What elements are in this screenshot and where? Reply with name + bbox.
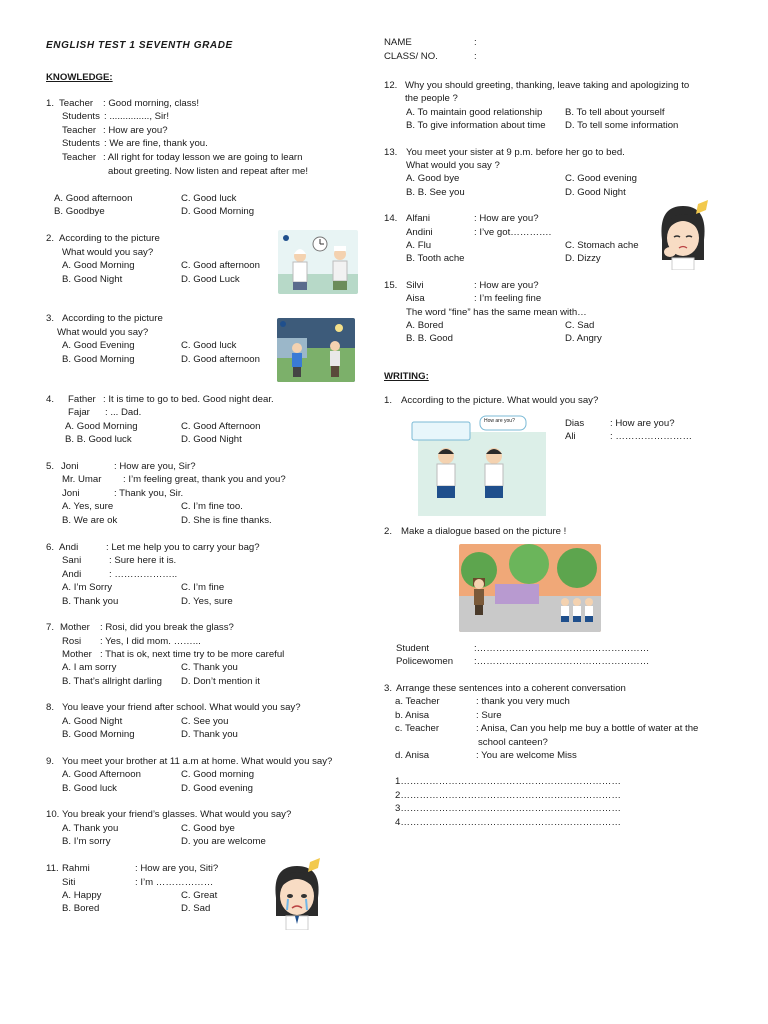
evening-street-picture (277, 318, 355, 382)
q7-line: : Yes, I did mom. ……... (100, 636, 201, 647)
w3-line: : Anisa, Can you help me buy a bottle of water at the (476, 723, 699, 734)
q10-number: 10. (46, 809, 60, 820)
q15-option-a[interactable]: A. Bored (406, 320, 444, 331)
q10-option-d[interactable]: D. you are welcome (181, 836, 266, 847)
q13-stem: You meet your sister at 9 p.m. before her go to bed. (406, 147, 625, 158)
q15-sub: The word “fine” has the same mean with… (406, 307, 587, 318)
crying-girl-picture (262, 858, 332, 930)
q11-line: : How are you, Siti? (135, 863, 219, 874)
q8-option-d[interactable]: D. Thank you (181, 729, 238, 740)
q11-option-c[interactable]: C. Great (181, 890, 218, 901)
q1-line: : We are fine, thank you. (104, 138, 208, 149)
q13-option-a[interactable]: A. Good bye (406, 173, 460, 184)
q11-speaker: Rahmi (62, 863, 90, 874)
q6-option-d[interactable]: D. Yes, sure (181, 596, 233, 607)
q4-line: : It is time to go to bed. Good night dear. (103, 394, 274, 405)
q1-number: 1. (46, 98, 55, 109)
q11-option-d[interactable]: D. Sad (181, 903, 211, 914)
q5-speaker: Joni (61, 461, 79, 472)
q15-line: : How are you? (474, 280, 539, 291)
q1-speaker: Teacher (59, 98, 94, 109)
q6-line: : Sure here it is. (109, 555, 177, 566)
w2-speaker: Policewomen (396, 656, 454, 667)
q14-option-d[interactable]: D. Dizzy (565, 253, 601, 264)
q6-speaker: Sani (62, 555, 82, 566)
q6-speaker: Andi (59, 542, 79, 553)
q5-speaker: Joni (62, 488, 80, 499)
class-colon: : (474, 51, 477, 62)
w1-line: : How are you? (610, 418, 675, 429)
q9-option-c[interactable]: C. Good morning (181, 769, 255, 780)
name-label: NAME (384, 37, 412, 48)
q5-option-d[interactable]: D. She is fine thanks. (181, 515, 272, 526)
two-students-picture (408, 414, 553, 516)
q4-option-a[interactable]: A. Good Morning (65, 421, 138, 432)
w3-answer-line[interactable]: 1…………………………………………………………… (395, 776, 621, 787)
w1-speaker: Dias (565, 418, 585, 429)
q1-speaker: Students (62, 138, 100, 149)
q7-option-c[interactable]: C. Thank you (181, 662, 238, 673)
q1-line: : Good morning, class! (103, 98, 199, 109)
q9-option-a[interactable]: A. Good Afternoon (62, 769, 141, 780)
w2-answer-line[interactable]: :……………………………………………… (474, 656, 650, 667)
policewoman-street-picture (459, 544, 601, 632)
q5-option-a[interactable]: A. Yes, sure (62, 501, 114, 512)
q15-speaker: Silvi (406, 280, 424, 291)
q7-option-a[interactable]: A. I am sorry (62, 662, 117, 673)
morning-classroom-picture (278, 230, 358, 294)
q6-line: : Let me help you to carry your bag? (106, 542, 260, 553)
q7-speaker: Rosi (62, 636, 82, 647)
q11-line: : I’m ……………… (135, 877, 214, 888)
w2-answer-line[interactable]: :……………………………………………… (474, 643, 650, 654)
q4-speaker: Father (68, 394, 96, 405)
writing-heading: WRITING: (384, 371, 429, 382)
q15-option-c[interactable]: C. Sad (565, 320, 595, 331)
q14-line: : How are you? (474, 213, 539, 224)
q1-speaker: Students (62, 111, 100, 122)
w1-speaker: Ali (565, 431, 576, 442)
w2-number: 2. (384, 526, 393, 537)
q4-number: 4. (46, 394, 55, 405)
w3-line: : thank you very much (476, 696, 570, 707)
q1-line-cont: about greeting. Now listen and repeat after me! (108, 166, 308, 177)
w3-speaker: c. Teacher (395, 723, 440, 734)
q10-stem: You break your friend’s glasses. What would you say? (62, 809, 292, 820)
q15-option-b[interactable]: B. B. Good (406, 333, 453, 344)
q9-option-d[interactable]: D. Good evening (181, 783, 253, 794)
page-title: ENGLISH TEST 1 SEVENTH GRADE (46, 40, 233, 51)
q3-option-c[interactable]: C. Good luck (181, 340, 237, 351)
q5-speaker: Mr. Umar (62, 474, 102, 485)
q6-number: 6. (46, 542, 55, 553)
q11-option-a[interactable]: A. Happy (62, 890, 102, 901)
q12-option-a[interactable]: A. To maintain good relationship (406, 107, 543, 118)
q6-option-b[interactable]: B. Thank you (62, 596, 119, 607)
q9-stem: You meet your brother at 11 a.m at home. What would you say? (62, 756, 333, 767)
q9-option-b[interactable]: B. Good luck (62, 783, 117, 794)
q15-line: : I’m feeling fine (474, 293, 542, 304)
sick-girl-picture (652, 200, 714, 270)
q13-number: 13. (384, 147, 398, 158)
q14-number: 14. (384, 213, 398, 224)
name-colon: : (474, 37, 477, 48)
q7-option-b[interactable]: B. That’s allright darling (62, 676, 162, 687)
q5-option-c[interactable]: C. I’m fine too. (181, 501, 243, 512)
q13-option-c[interactable]: C. Good evening (565, 173, 637, 184)
q8-number: 8. (46, 702, 55, 713)
q15-speaker: Aisa (406, 293, 425, 304)
q15-option-d[interactable]: D. Angry (565, 333, 602, 344)
q3-option-a[interactable]: A. Good Evening (62, 340, 135, 351)
q4-option-d[interactable]: D. Good Night (181, 434, 242, 445)
q2-option-d[interactable]: D. Good Luck (181, 274, 240, 285)
q1-option-d[interactable]: D. Good Morning (181, 206, 255, 217)
q12-option-b[interactable]: B. To tell about yourself (565, 107, 665, 118)
q14-speaker: Andini (406, 227, 433, 238)
q13-option-d[interactable]: D. Good Night (565, 187, 626, 198)
q6-option-a[interactable]: A. I’m Sorry (62, 582, 113, 593)
q14-option-b[interactable]: B. Tooth ache (406, 253, 465, 264)
q13-option-b[interactable]: B. B. See you (406, 187, 465, 198)
w3-speaker: a. Teacher (395, 696, 440, 707)
q1-line: : ..............., Sir! (104, 111, 170, 122)
q3-option-d[interactable]: D. Good afternoon (181, 354, 260, 365)
q3-option-b[interactable]: B. Good Morning (62, 354, 135, 365)
q14-option-c[interactable]: C. Stomach ache (565, 240, 639, 251)
q10-option-b[interactable]: B. I’m sorry (62, 836, 111, 847)
w3-answer-line[interactable]: 3…………………………………………………………… (395, 803, 621, 814)
q4-option-b[interactable]: B. B. Good luck (65, 434, 132, 445)
class-label: CLASS/ NO. (384, 51, 438, 62)
q1-line: : How are you? (103, 125, 168, 136)
q4-speaker: Fajar (68, 407, 90, 418)
w3-line: : Sure (476, 710, 502, 721)
q7-number: 7. (46, 622, 55, 633)
q5-line: : How are you, Sir? (114, 461, 196, 472)
w3-number: 3. (384, 683, 393, 694)
q5-line: : I’m feeling great, thank you and you? (123, 474, 286, 485)
q5-number: 5. (46, 461, 55, 472)
w3-line-cont: school canteen? (478, 737, 548, 748)
w3-speaker: d. Anisa (395, 750, 430, 761)
q10-option-a[interactable]: A. Thank you (62, 823, 119, 834)
q7-line: : Rosi, did you break the glass? (100, 622, 234, 633)
w2-stem: Make a dialogue based on the picture ! (401, 526, 567, 537)
w3-stem: Arrange these sentences into a coherent conversation (396, 683, 626, 694)
q5-line: : Thank you, Sir. (114, 488, 184, 499)
q12-stem-cont: the people ? (405, 93, 458, 104)
q4-line: : ... Dad. (105, 407, 142, 418)
q14-line: : I’ve got…………. (474, 227, 552, 238)
q14-speaker: Alfani (406, 213, 430, 224)
q13-sub: What would you say ? (406, 160, 500, 171)
q1-option-b[interactable]: B. Goodbye (54, 206, 105, 217)
w1-number: 1. (384, 395, 393, 406)
w3-answer-line[interactable]: 2…………………………………………………………… (395, 790, 621, 801)
q2-option-b[interactable]: B. Good Night (62, 274, 123, 285)
q1-line: : All right for today lesson we are going to learn (103, 152, 303, 163)
q4-option-c[interactable]: C. Good Afternoon (181, 421, 261, 432)
q8-option-b[interactable]: B. Good Morning (62, 729, 135, 740)
w3-line: : You are welcome Miss (476, 750, 577, 761)
q11-option-b[interactable]: B. Bored (62, 903, 100, 914)
q6-option-c[interactable]: C. I’m fine (181, 582, 225, 593)
q5-option-b[interactable]: B. We are ok (62, 515, 118, 526)
q6-speaker: Andi (62, 569, 82, 580)
q2-option-c[interactable]: C. Good afternoon (181, 260, 260, 271)
q12-stem: Why you should greeting, thanking, leave taking and apologizing to (405, 80, 690, 91)
q11-speaker: Siti (62, 877, 76, 888)
q12-number: 12. (384, 80, 398, 91)
q2-stem: According to the picture (59, 233, 160, 244)
q14-option-a[interactable]: A. Flu (406, 240, 432, 251)
q8-stem: You leave your friend after school. What would you say? (62, 702, 301, 713)
q3-number: 3. (46, 313, 55, 324)
q7-option-d[interactable]: D. Don’t mention it (181, 676, 260, 687)
q1-speaker: Teacher (62, 125, 97, 136)
speech-bubble-text: How are you? (484, 418, 515, 424)
q3-sub: What would you say? (57, 327, 149, 338)
knowledge-heading: KNOWLEDGE: (46, 72, 113, 83)
q15-number: 15. (384, 280, 398, 291)
q8-option-c[interactable]: C. See you (181, 716, 229, 727)
q12-option-d[interactable]: D. To tell some information (565, 120, 679, 131)
q2-sub: What would you say? (62, 247, 154, 258)
q8-option-a[interactable]: A. Good Night (62, 716, 123, 727)
q7-speaker: Mother (62, 649, 92, 660)
w2-speaker: Student (396, 643, 430, 654)
q11-number: 11. (46, 863, 59, 874)
q7-speaker: Mother (60, 622, 90, 633)
q1-option-a[interactable]: A. Good afternoon (54, 193, 133, 204)
q9-number: 9. (46, 756, 55, 767)
q2-option-a[interactable]: A. Good Morning (62, 260, 135, 271)
q1-option-c[interactable]: C. Good luck (181, 193, 237, 204)
q10-option-c[interactable]: C. Good bye (181, 823, 235, 834)
q12-option-c[interactable]: B. To give information about time (406, 120, 546, 131)
w1-answer-line[interactable]: : …………………… (610, 431, 693, 442)
q2-number: 2. (46, 233, 55, 244)
q3-stem: According to the picture (62, 313, 163, 324)
q6-line: : ……………….. (109, 569, 178, 580)
w3-speaker: b. Anisa (395, 710, 430, 721)
q1-speaker: Teacher (62, 152, 97, 163)
w1-stem: According to the picture. What would you say? (401, 395, 599, 406)
w3-answer-line[interactable]: 4…………………………………………………………… (395, 817, 621, 828)
q7-line: : That is ok, next time try to be more careful (100, 649, 285, 660)
